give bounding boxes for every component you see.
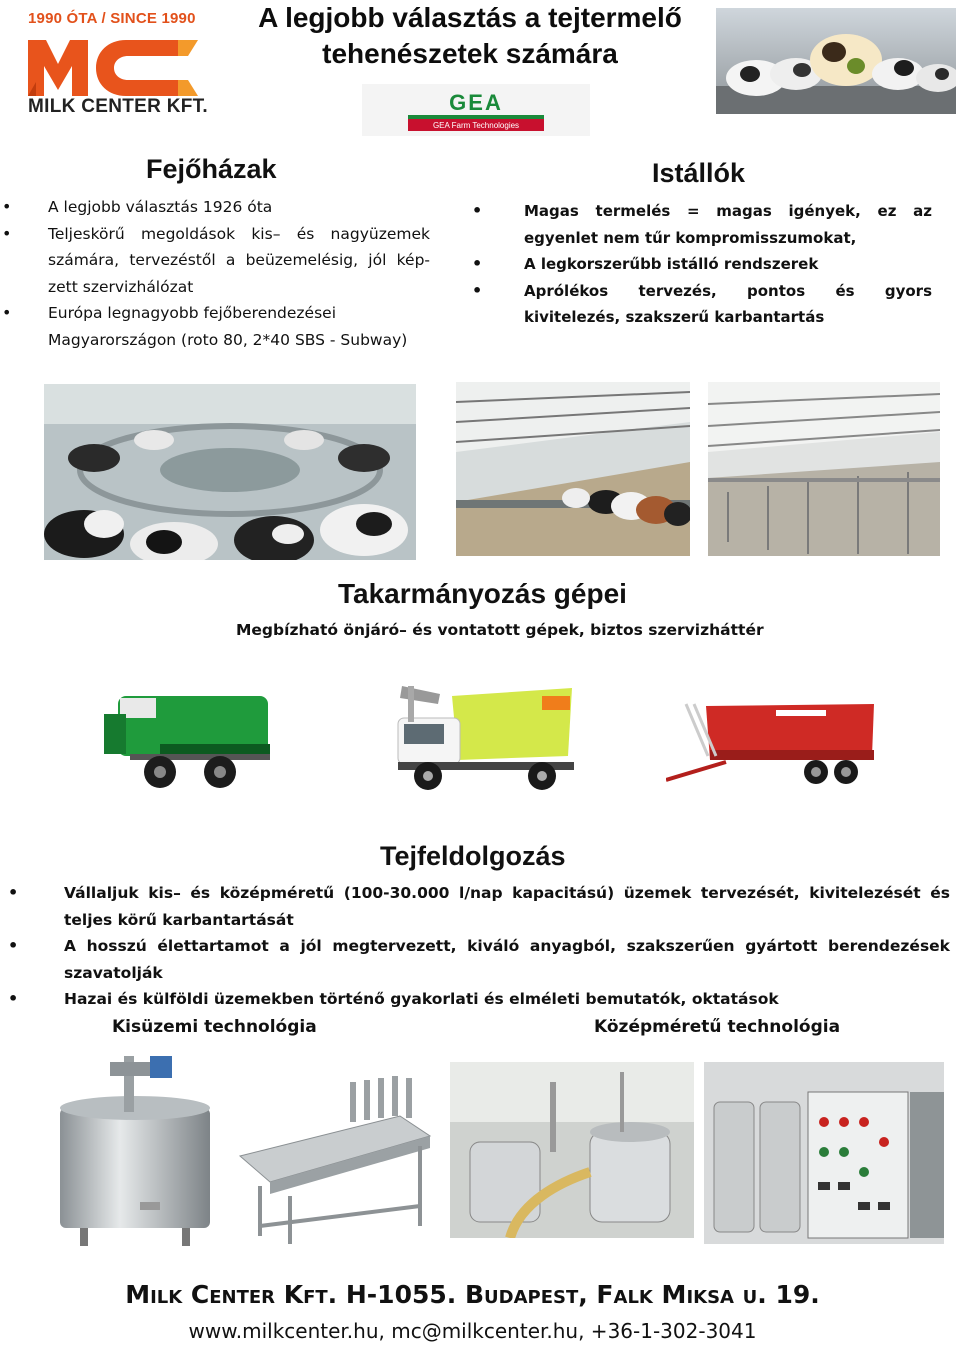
list-item: • Hazai és külföldi üzemekben történő gyakorlati és elméleti bemutatók, oktatások xyxy=(0,986,950,1013)
footer-contact: www.milkcenter.hu, mc@milkcenter.hu, +36-1-302-3041 xyxy=(188,1319,757,1343)
list-item: • A hosszú élettartamot a jól megtervezett, kiváló anyagból, szakszerűen gyártott berendezések szavatolják xyxy=(0,933,950,986)
list-item: • Vállaljuk kis– és középméretű (100-30.000 l/nap kapacitású) üzemek tervezését, kivitelezését és teljes körű karbantartását xyxy=(0,880,950,933)
fejohazak-list xyxy=(0,194,430,353)
svg-text:GEA Farm Technologies: GEA Farm Technologies xyxy=(432,121,520,130)
istallok-title: Istállók xyxy=(652,158,746,188)
control-panel-photo xyxy=(704,1062,944,1244)
footer-address: Milk Center Kft. H-1055. Budapest, Falk Miksa u. 19. xyxy=(125,1280,820,1309)
green-feed-mixer-image xyxy=(100,684,276,794)
fejohazak-title: Fejőházak xyxy=(146,154,277,184)
headline xyxy=(200,0,740,72)
empty-barn-photo xyxy=(708,382,940,556)
istallok-list xyxy=(472,198,932,331)
takarmanyozas-title: Takarmányozás gépei xyxy=(338,578,627,609)
list-item: • A legjobb választás 1926 óta xyxy=(0,194,430,221)
list-item: • Aprólékos tervezés, pontos és gyors kivitelezés, szakszerű karbantartás xyxy=(472,278,932,331)
logo-since-text: 1990 ÓTA / SINCE 1990 xyxy=(28,10,196,27)
self-propelled-mixer-image xyxy=(392,676,580,794)
cows-banner-image xyxy=(716,8,956,114)
medium-tech-label: Középméretű technológia xyxy=(594,1017,841,1037)
takarmanyozas-subtitle: Megbízható önjáró– és vontatott gépek, biztos szervizháttér xyxy=(236,621,764,639)
logo-company-name: MILK CENTER KFT. xyxy=(28,96,209,117)
headline-line2: tehenészetek számára xyxy=(322,38,618,69)
cheese-press-table-image xyxy=(230,1076,438,1248)
list-item: • Teljeskörű megoldások kis– és nagyüzemek számára, tervezéstől a beüzemelésig, jól kép-zett szervizhálózat xyxy=(0,221,430,301)
barn-feeding-photo xyxy=(456,382,690,556)
list-item: • A legkorszerűbb istálló rendszerek xyxy=(472,251,932,278)
rotary-parlour-photo xyxy=(44,384,416,560)
tejfeldolgozas-list xyxy=(0,880,950,1013)
medium-plant-photo xyxy=(450,1062,694,1238)
cheese-vat-image xyxy=(40,1052,230,1248)
svg-text:GEA: GEA xyxy=(449,90,503,115)
gea-logo xyxy=(362,84,590,136)
milk-center-logo xyxy=(28,34,200,96)
headline-line1: A legjobb választás a tejtermelő xyxy=(258,2,682,33)
tejfeldolgozas-title: Tejfeldolgozás xyxy=(380,841,566,871)
small-tech-label: Kisüzemi technológia xyxy=(112,1017,317,1037)
list-item: • Magas termelés = magas igények, ez az egyenlet nem tűr kompromisszumokat, xyxy=(472,198,932,251)
list-item: • Európa legnagyobb fejőberendezései Magyarországon (roto 80, 2*40 SBS - Subway) xyxy=(0,300,430,353)
red-feed-mixer-image xyxy=(666,694,878,790)
